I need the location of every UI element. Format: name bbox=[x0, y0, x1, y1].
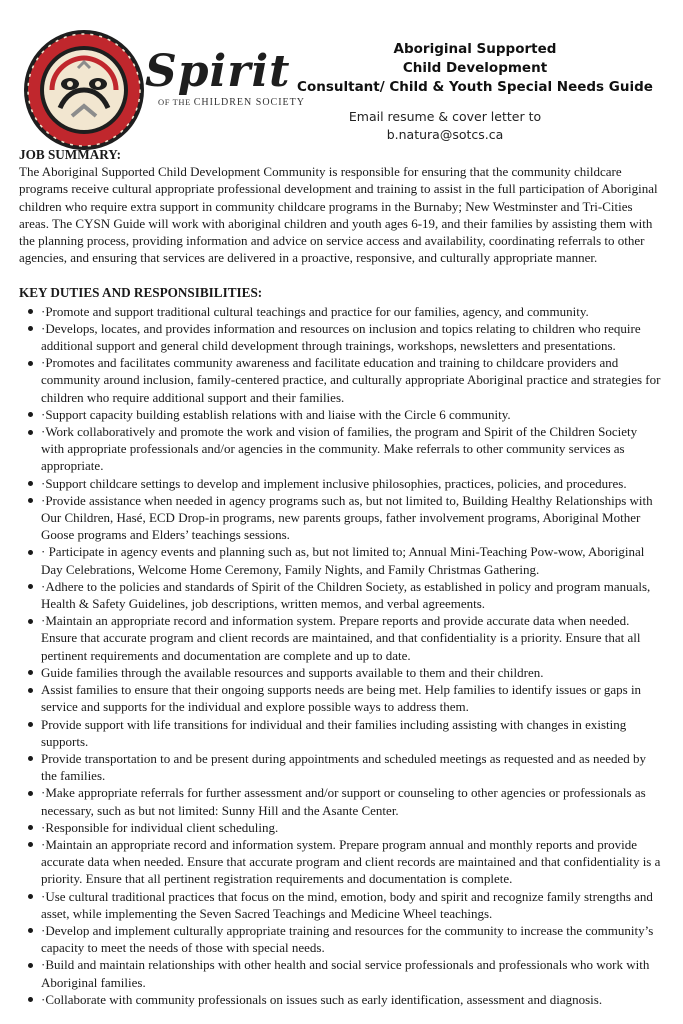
duty-item bbox=[19, 956, 661, 990]
page-header bbox=[0, 0, 683, 150]
duty-text: Provide transportation to and be present during appointments and scheduled meetings as requested and as needed by the families. bbox=[41, 750, 647, 784]
bullet-icon bbox=[28, 481, 33, 486]
bullet-icon bbox=[28, 894, 33, 899]
logo-tagline-prefix: OF THE bbox=[158, 97, 191, 107]
duty-item bbox=[19, 836, 661, 888]
duty-item bbox=[19, 819, 661, 836]
duty-text: ·Support childcare settings to develop and implement inclusive philosophies, practices, policies, and procedures. bbox=[41, 475, 627, 491]
duty-text: ·Develop and implement culturally appropriate training and resources for the community to increase the community’s capacity to meet the needs of those with special needs. bbox=[41, 922, 654, 956]
duty-text: ·Adhere to the policies and standards of Spirit of the Children Society, as established in policy and program manuals, Health & Safety Guidelines, job descriptions, written memos, and verbal agreements. bbox=[41, 578, 651, 612]
bullet-icon bbox=[28, 825, 33, 830]
bullet-icon bbox=[28, 963, 33, 968]
duty-text: ·Use cultural traditional practices that focus on the mind, emotion, body and spirit and recognize family strengths and asset, while implementing the Seven Sacred Teachings and Medicine Wheel teachings. bbox=[41, 888, 653, 921]
bullet-icon bbox=[28, 688, 33, 693]
duty-text: ·Promotes and facilitates community awareness and facilitate education and training to childcare providers and community around inclusion, family-centered practice, and culturally appropriate Aboriginal practice and strategies for children who require additional support and their families. bbox=[41, 355, 661, 405]
duty-text: ·Provide assistance when needed in agency programs such as, but not limited to, Building Healthy Relationships with Our Children, Hasé, ECD Drop-in programs, new parents groups, father involvement programs, Aboriginal Mother Goose programs and Elders’ teachings sessions. bbox=[41, 492, 653, 543]
duty-item bbox=[19, 578, 661, 612]
duty-text: Provide support with life transitions for individual and their families including assisting with changes in existing supports. bbox=[41, 716, 627, 749]
duty-text: ·Build and maintain relationships with other health and social service professionals and professionals who work with Aboriginal families. bbox=[41, 957, 650, 990]
duty-item bbox=[19, 492, 661, 544]
job-title-line-3: Consultant/ Child & Youth Special Needs Guide bbox=[297, 79, 653, 95]
job-title bbox=[290, 40, 660, 97]
bullet-icon bbox=[28, 326, 33, 331]
duty-item bbox=[19, 664, 661, 681]
bullet-icon bbox=[28, 550, 33, 555]
bullet-icon bbox=[28, 361, 33, 366]
bullet-icon bbox=[28, 756, 33, 761]
logo-wordmark: Spirit bbox=[145, 46, 291, 97]
duty-item bbox=[19, 543, 661, 577]
bullet-icon bbox=[28, 584, 33, 589]
duties-list bbox=[19, 303, 661, 1008]
duty-item bbox=[19, 303, 661, 320]
duty-item bbox=[19, 750, 661, 784]
logo-tagline bbox=[158, 97, 305, 108]
duty-text: ·Develops, locates, and provides information and resources on inclusion and topics relating to children who require additional support and general child development through trainings, workshops, newsletters and presentations. bbox=[41, 320, 641, 354]
duty-text: ·Maintain an appropriate record and information system. Prepare reports and provide accurate data when needed. Ensure that accurate program and client records are maintained, and that confidentiality is a priority. Ensure that all pertinent requirements and documentation are complete and up to date. bbox=[41, 613, 641, 663]
logo-tagline-main: CHILDREN SOCIETY bbox=[193, 97, 305, 108]
spirit-logo-emblem bbox=[22, 28, 146, 152]
bullet-icon bbox=[28, 498, 33, 503]
duty-text: ·Collaborate with community professionals on issues such as early identification, assessment and diagnosis. bbox=[41, 991, 603, 1007]
duty-text: ·Support capacity building establish relations with and liaise with the Circle 6 community. bbox=[41, 406, 511, 422]
duty-item bbox=[19, 888, 661, 922]
duty-item bbox=[19, 354, 661, 406]
duty-item bbox=[19, 320, 661, 354]
duty-item bbox=[19, 406, 661, 423]
duties-heading: KEY DUTIES AND RESPONSIBILITIES: bbox=[19, 285, 263, 301]
bullet-icon bbox=[28, 791, 33, 796]
job-summary-heading: JOB SUMMARY: bbox=[19, 147, 121, 162]
duty-item bbox=[19, 922, 661, 956]
bullet-icon bbox=[28, 997, 33, 1002]
duty-item bbox=[19, 423, 661, 475]
bullet-icon bbox=[28, 842, 33, 847]
document-body bbox=[19, 146, 661, 1008]
bullet-icon bbox=[28, 619, 33, 624]
contact-instruction: Email resume & cover letter to bbox=[348, 109, 542, 124]
duty-item bbox=[19, 991, 661, 1008]
bullet-icon bbox=[28, 670, 33, 675]
duty-item bbox=[19, 784, 661, 818]
job-summary-text: The Aboriginal Supported Child Development Community is responsible for ensuring that the community childcare programs receive cultural appropriate professional development and training to assist in the full participation of Aboriginal children who require extra support in community childcare programs in the Burnaby; New Westminster and Tri-Cities areas. The CYSN Guide will work with aboriginal children and youth ages 6-19, and their families by assisting them with the planning process, providing information and advice on service access and availability, coordinating referrals to other agencies, and ensuring that services are delivered in a proactive, responsive, and culturally appropriate manner. bbox=[19, 164, 658, 266]
bullet-icon bbox=[28, 928, 33, 933]
duty-text: ·Promote and support traditional cultural teachings and practice for our families, agency, and community. bbox=[41, 303, 589, 319]
bullet-icon bbox=[28, 309, 33, 314]
duty-text: Assist families to ensure that their ongoing supports needs are being met. Help families to identify issues or gaps in service and supports for the individual and explore possible ways to address them. bbox=[41, 682, 642, 715]
duty-text: ·Maintain an appropriate record and information system. Prepare program annual and monthly reports and provide accurate data when needed. Ensure that accurate program and client records are maintained and that confidentiality is a priority. Ensure that all pertinent registration requirements and documentation is complete. bbox=[41, 836, 661, 887]
bullet-icon bbox=[28, 430, 33, 435]
job-title-line-2: Child Development bbox=[402, 60, 548, 76]
contact-email: b.natura@sotcs.ca bbox=[386, 127, 504, 142]
contact-info bbox=[330, 108, 560, 144]
duty-item bbox=[19, 612, 661, 664]
duty-text: Guide families through the available resources and supports available to them and their children. bbox=[41, 664, 544, 680]
bullet-icon bbox=[28, 722, 33, 727]
duty-item bbox=[19, 475, 661, 492]
duty-text: · Participate in agency events and planning such as, but not limited to; Annual Mini-Teaching Pow-wow, Aboriginal Day Celebrations, Welcome Home Ceremony, Family Nights, and Family Christmas Gathering. bbox=[41, 544, 645, 577]
bullet-icon bbox=[28, 412, 33, 417]
duty-text: ·Responsible for individual client scheduling. bbox=[41, 819, 279, 835]
duty-text: ·Work collaboratively and promote the work and vision of families, the program and Spirit of the Children Society with appropriate professionals and/or agencies in the community. Make referrals to other community services as appropriate. bbox=[41, 424, 638, 474]
duty-item bbox=[19, 681, 661, 715]
duty-text: ·Make appropriate referrals for further assessment and/or support or counseling to other agencies or professionals as necessary, such as but not limited: Sunny Hill and the Asante Center. bbox=[41, 785, 646, 818]
duty-item bbox=[19, 716, 661, 750]
job-title-line-1: Aboriginal Supported bbox=[393, 41, 557, 57]
